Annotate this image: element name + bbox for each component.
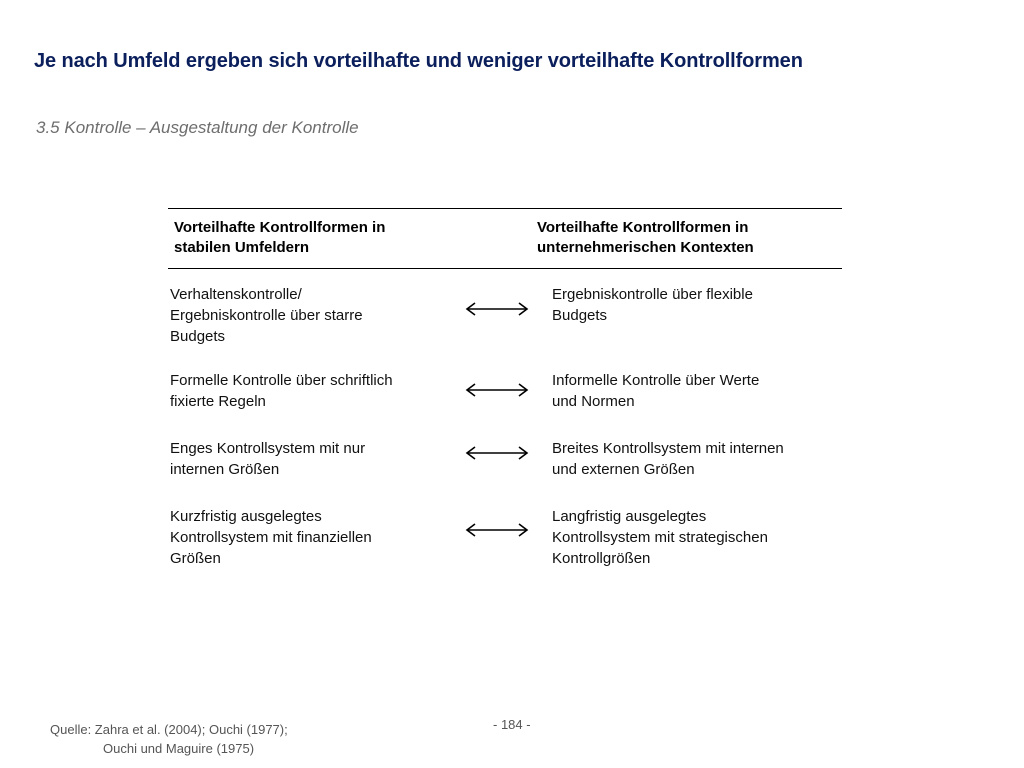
page-title: Je nach Umfeld ergeben sich vorteilhafte und weniger vorteilhafte Kontrollformen — [34, 50, 803, 72]
row1-right-cell — [552, 284, 832, 326]
table-top-rule — [168, 208, 842, 209]
source-line2: Ouchi und Maguire (1975) — [103, 741, 255, 756]
row4-right-cell — [552, 506, 832, 569]
double-arrow-icon — [464, 443, 530, 463]
cell-line: Kontrollsystem mit finanziellen — [170, 529, 372, 546]
cell-line: Informelle Kontrolle über Werte — [552, 372, 760, 389]
cell-line: Verhaltenskontrolle/ — [170, 286, 302, 303]
cell-line: und Normen — [552, 393, 635, 410]
cell-line: Kontrollsystem mit strategischen — [552, 529, 768, 546]
header-right-line2: unternehmerischen Kontexten — [537, 239, 754, 256]
row3-right-cell — [552, 438, 832, 480]
header-left-line1: Vorteilhafte Kontrollformen in — [174, 219, 386, 236]
cell-line: internen Größen — [170, 461, 280, 478]
double-arrow-icon — [464, 380, 530, 400]
cell-line: Budgets — [170, 328, 226, 345]
row2-right-cell — [552, 370, 832, 412]
cell-line: Langfristig ausgelegtes — [552, 508, 707, 525]
cell-line: Breites Kontrollsystem mit internen — [552, 440, 784, 457]
row2-left-cell — [170, 370, 440, 412]
row3-left-cell — [170, 438, 440, 480]
source-citation — [50, 720, 288, 758]
page-number: - 184 - — [493, 717, 531, 732]
table-header-rule — [168, 268, 842, 269]
cell-line: Kurzfristig ausgelegtes — [170, 508, 322, 525]
source-line1: Quelle: Zahra et al. (2004); Ouchi (1977); — [50, 722, 288, 737]
cell-line: Ergebniskontrolle über starre — [170, 307, 363, 324]
cell-line: und externen Größen — [552, 461, 695, 478]
header-right-line1: Vorteilhafte Kontrollformen in — [537, 219, 749, 236]
section-subtitle: 3.5 Kontrolle – Ausgestaltung der Kontrolle — [36, 118, 359, 137]
cell-line: Enges Kontrollsystem mit nur — [170, 440, 366, 457]
cell-line: Größen — [170, 550, 221, 567]
double-arrow-icon — [464, 520, 530, 540]
double-arrow-icon — [464, 299, 530, 319]
cell-line: Ergebniskontrolle über flexible — [552, 286, 753, 303]
header-stable-environments — [174, 218, 474, 258]
cell-line: Budgets — [552, 307, 608, 324]
cell-line: Formelle Kontrolle über schriftlich — [170, 372, 393, 389]
header-entrepreneurial-contexts — [537, 218, 837, 258]
row1-left-cell — [170, 284, 440, 347]
cell-line: fixierte Regeln — [170, 393, 266, 410]
header-left-line2: stabilen Umfeldern — [174, 239, 310, 256]
row4-left-cell — [170, 506, 440, 569]
cell-line: Kontrollgrößen — [552, 550, 651, 567]
